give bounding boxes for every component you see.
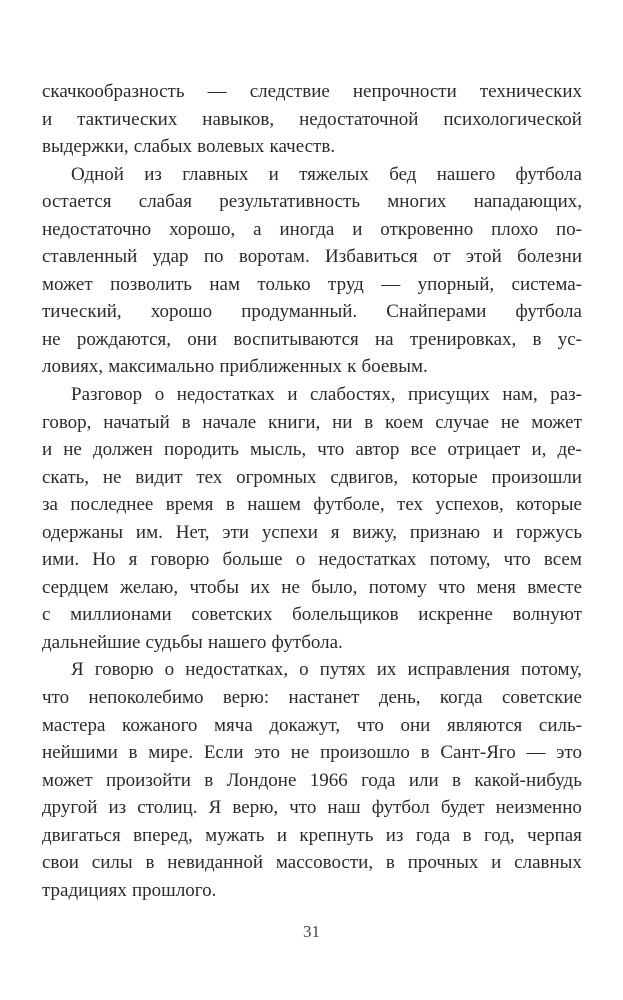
text-line: и не должен породить мысль, что автор все отрицает и, де- [42,439,582,461]
text-line: нейшими в мире. Если это не произошло в Сант-Яго — это [42,742,582,764]
text-line: может позволить нам только труд — упорный, система- [42,273,582,295]
text-line: одержаны им. Нет, эти успехи я вижу, признаю и горжусь [42,521,582,543]
text-line: с миллионами советских болельщиков искренне волнуют [42,604,582,626]
text-line: сердцем желаю, чтобы их не было, потому что меня вместе [42,576,582,598]
body-text [42,78,582,904]
text-line: Разговор о недостатках и слабостях, присущих нам, раз- [71,384,582,406]
text-line: недостаточно хорошо, а иногда и откровенно плохо по- [42,218,582,240]
text-line: не рождаются, они воспитываются на тренировках, в ус- [42,328,582,350]
text-line: ловиях, максимально приближенных к боевым. [42,356,428,378]
paragraph [42,161,582,381]
text-line: традициях прошлого. [42,879,217,901]
text-line: выдержки, слабых волевых качеств. [42,136,336,158]
paragraph [42,381,582,656]
text-line: дальнейшие судьбы нашего футбола. [42,631,343,653]
text-line: ставленный удар по воротам. Избавиться от этой болезни [42,246,582,268]
text-line: Я говорю о недостатках, о путях их исправления потому, [71,659,582,681]
text-line: двигаться вперед, мужать и крепнуть из года в год, черпая [42,824,582,846]
text-line: за последнее время в нашем футболе, тех успехов, которые [42,494,582,516]
text-line: другой из столиц. Я верю, что наш футбол будет неизменно [42,797,582,819]
text-line: тический, хорошо продуманный. Снайперами футбола [42,301,582,323]
text-line: что непоколебимо верю: настанет день, когда советские [42,687,582,709]
paragraph [42,78,582,161]
text-line: говор, начатый в начале книги, ни в коем случае не может [42,411,582,433]
text-line: ими. Но я говорю больше о недостатках потому, что всем [42,549,582,571]
text-line: скачкообразность — следствие непрочности технических [42,81,582,102]
text-line: может произойти в Лондоне 1966 года или в какой-нибудь [42,769,582,791]
page-number: 31 [303,922,320,941]
text-line: остается слабая результативность многих нападающих, [42,191,582,213]
text-line: Одной из главных и тяжелых бед нашего футбола [71,163,582,185]
paragraph [42,656,582,904]
text-line: мастера кожаного мяча докажут, что они являются силь- [42,714,582,736]
text-line: скать, не видит тех огромных сдвигов, которые произошли [42,466,582,488]
text-line: свои силы в невиданной массовости, в прочных и славных [42,852,582,874]
text-line: и тактических навыков, недостаточной психологической [42,108,582,130]
